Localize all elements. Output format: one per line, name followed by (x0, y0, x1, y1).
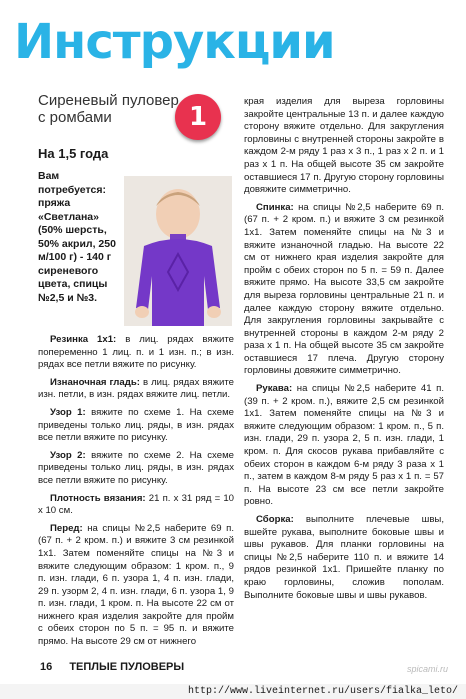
instructions-left-column (38, 334, 234, 654)
instructions-right-column (244, 96, 444, 607)
baby-photo (124, 176, 232, 326)
paragraph-back: Спинка: на спицы №2,5 наберите 69 п. (67 п. + 2 кром. п.) и вяжите 3 см резинкой 1х1. Затем поменяйте спицы на №3 и вяжите изнаночной гладью. На высоте 22 см от нижнего края изделия закройте для пройм с обеих сторон по 5 п. = 59 п. Далее вяжите прямо. На высоте 33,5 см закройте для выреза горловины центральные 21 п. и далее каждую сторону вяжите отдельно. Для закругления горловины закрывайте с внутренней стороны в каждом 2-м ряду 2 раза x 1 п. На общей высоте 35 см закройте оставшиеся 17 плеча. Другую сторону горловины довяжите симметрично. (244, 201, 444, 377)
paragraph-reverse-stockinette: Изнаночная гладь: в лиц. рядах вяжите изн. петли, в изн. рядах вяжите лиц. петли. (38, 376, 234, 401)
page-number: 16 (40, 661, 53, 673)
paragraph-front-continued: края изделия для выреза горловины закройте центральные 13 п. и далее каждую сторону вяжите отдельно. Для закругления горловины с внутренней стороны закройте в каждом 2-м ряду 1 раз x 3 п., 1 раз x 2 п. и 1 раз x 1 п. На общей высоте 35 см закройте оставшиеся 17 п. Другую сторону горловины довяжите симметрично. (244, 96, 444, 196)
section-name: ТЕПЛЫЕ ПУЛОВЕРЫ (69, 661, 185, 673)
page-title: Инструкции (14, 14, 335, 70)
age-label: На 1,5 года (38, 146, 109, 161)
paragraph-front: Перед: на спицы №2,5 наберите 69 п. (67 п. + 2 кром. п.) и вяжите 3 см резинкой 1х1. Затем поменяйте спицы на №3 и вяжите следующим образом: 1 кром. п., 9 п. изн. глади, 6 п. узора 1, 4 п. изн. глади, 29 п. узорм 2, 4 п. изн. глади, 6 п. узора 1, 9 п. изн. глади, 1 кром. п. На высоте 22 см от нижнего края изделия закройте для пройм с обеих сторон по 5 п. = 95 п. и вяжите прямо. На высоте 29 см от нижнего (38, 522, 234, 648)
materials-text: Вам потребуется: пряжа «Светлана» (50% шерсть, 50% акрил, 250 м/100 г) - 140 г сиреневого цвета, спицы №2,5 и №3. (38, 170, 116, 304)
paragraph-gauge: Плотность вязания: 21 п. x 31 ряд = 10 x 10 см. (38, 492, 234, 517)
pattern-subtitle: Сиреневый пуловер с ромбами (38, 92, 179, 126)
page-footer (40, 661, 184, 673)
paragraph-assembly: Сборка: выполните плечевые швы, вшейте рукава, выполните боковые швы и швы рукавов. Для планки горловины на спицы №2,5 наберите 110 п. и вяжите 14 рядов резинкой 1х1. Пришейте планку по краю горловины, сложив пополам. Выполните боковые швы и швы рукавов. (244, 514, 444, 601)
watermark: spicami.ru (406, 664, 448, 674)
source-url[interactable]: http://www.liveinternet.ru/users/fialka_leto/ (0, 684, 466, 699)
paragraph-rib: Резинка 1х1: в лиц. рядах вяжите попеременно 1 лиц. п. и 1 изн. п.; в изн. рядах все петли вяжите по рисунку. (38, 334, 234, 371)
pattern-number-badge: 1 (175, 94, 221, 140)
paragraph-pattern-2: Узор 2: вяжите по схеме 2. На схеме приведены только лиц. ряды, в изн. рядах все петли вяжите по рисунку. (38, 449, 234, 486)
paragraph-sleeves: Рукава: на спицы №2,5 наберите 41 п. (39 п. + 2 кром. п.), вяжите 2,5 см резинкой 1х1. Затем поменяйте спицы на №3 и вяжите следующим образом: 1 кром. п., 5 п. изн. глади, 29 п. узора 2, 5 п. изн. глади, 1 кром. п. Для скосов рукава прибавляйте с обеих сторон в каждом 6-м ряду 3 раза x 1 п., затем в каждом 8-м ряду 5 раз x 1 п. = 57 п. На высоте 23 см все петли закройте ровно. (244, 383, 444, 508)
paragraph-pattern-1: Узор 1: вяжите по схеме 1. На схеме приведены только лиц. ряды, в изн. рядах все петли вяжите по рисунку. (38, 406, 234, 444)
